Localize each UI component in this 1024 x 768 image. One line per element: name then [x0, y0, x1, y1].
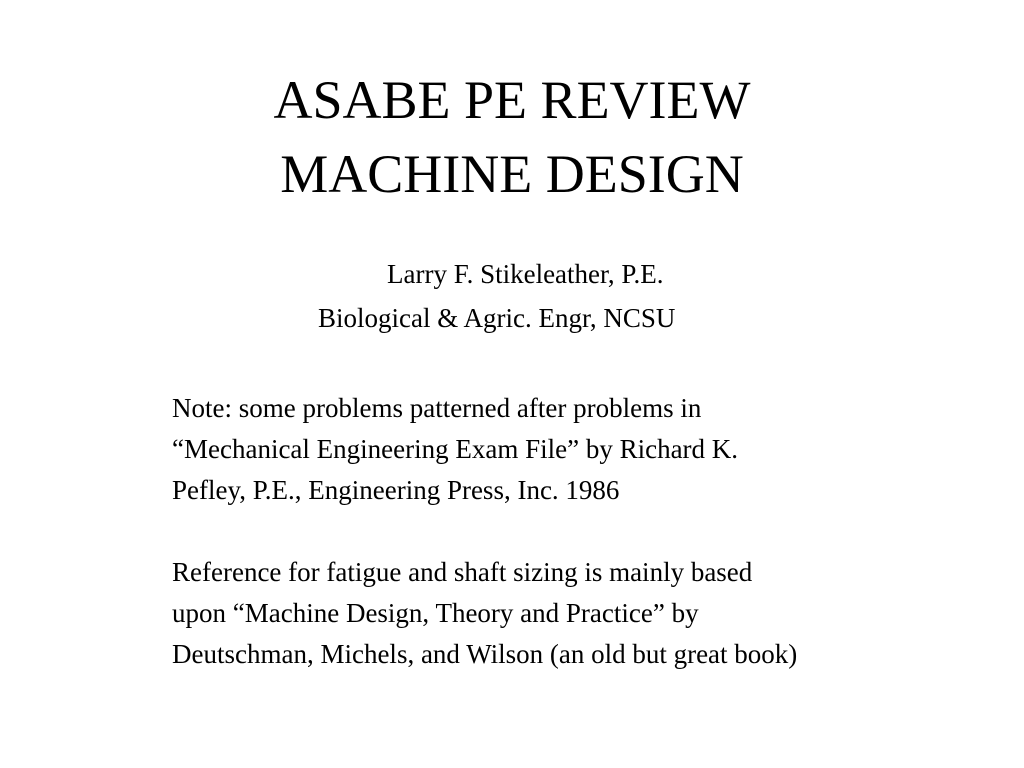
reference-note [172, 552, 797, 675]
source-note-line-2: “Mechanical Engineering Exam File” by Richard K. [172, 434, 739, 464]
source-note-line-3: Pefley, P.E., Engineering Press, Inc. 1986 [172, 475, 620, 505]
reference-note-line-3: Deutschman, Michels, and Wilson (an old but great book) [172, 639, 798, 669]
source-note-line-1: Note: some problems patterned after problems in [172, 393, 702, 423]
author-name: Larry F. Stikeleather, P.E. [387, 259, 664, 289]
author-affiliation: Biological & Agric. Engr, NCSU [318, 303, 676, 333]
reference-note-line-1: Reference for fatigue and shaft sizing is mainly based [172, 557, 753, 587]
reference-note-line-2: upon “Machine Design, Theory and Practice” by [172, 598, 699, 628]
slide-title-line-2: MACHINE DESIGN [280, 144, 744, 204]
source-note [172, 388, 738, 511]
slide-title-line-1: ASABE PE REVIEW [273, 70, 751, 130]
